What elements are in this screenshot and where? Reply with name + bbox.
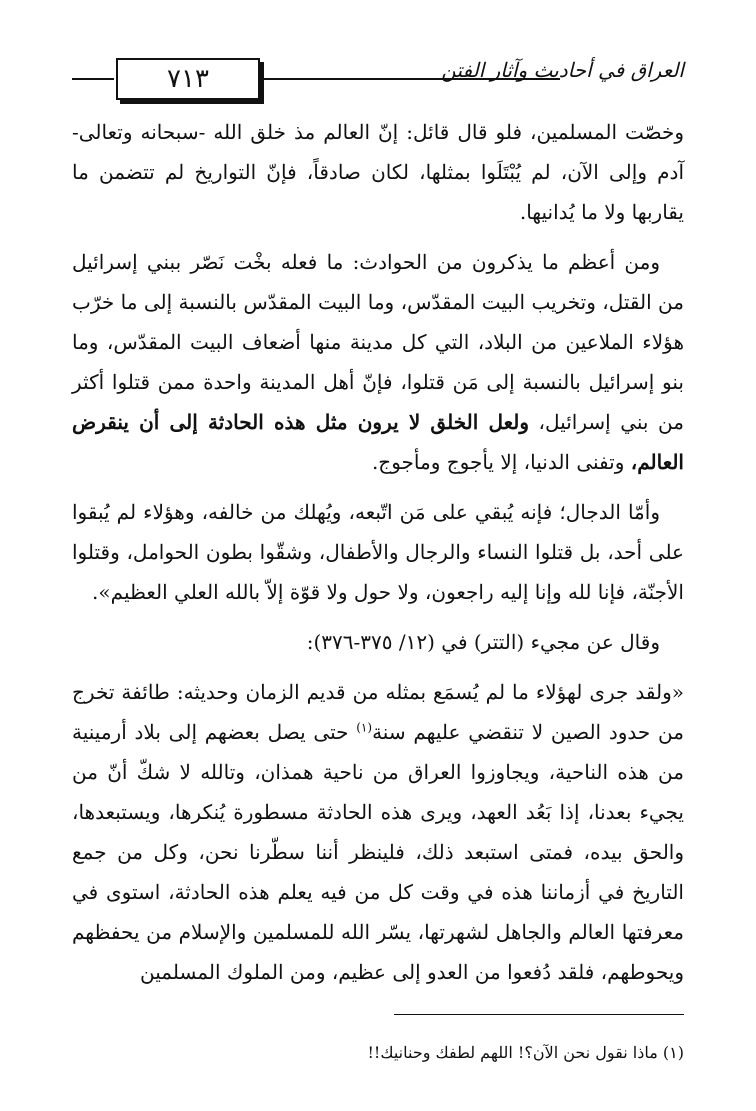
paragraph-3: وأمّا الدجال؛ فإنه يُبقي على مَن اتّبعه، ويُهلك من خالفه، وهؤلاء لم يُبقوا على أحد، بل قتلوا النساء والرجال والأطفال، وشقّوا بطون الحوامل، وقتلوا الأجنّة، فإنا لله وإنا إليه راجعون، ولا حول ولا قوّة إلاّ بالله العلي العظيم». xyxy=(72,500,684,604)
main-text xyxy=(72,112,684,1002)
page-number: ٧١٣ xyxy=(167,64,209,94)
page-header xyxy=(72,56,684,102)
paragraph-2-bold: ولعل الخلق لا يرون مثل هذه الحادثة إلى أن ينقرض العالم، xyxy=(72,410,684,474)
running-title: العراق في أحاديث وآثار الفتن xyxy=(441,58,684,82)
paragraph-1: وخصّت المسلمين، فلو قال قائل: إنّ العالم مذ خلق الله -سبحانه وتعالى- آدم وإلى الآن، لم يُبْتَلَوا بمثلها، لكان صادقاً، فإنّ التواريخ لم تتضمن ما يقاربها ولا ما يُدانيها. xyxy=(72,120,684,224)
paragraph-2-tail: وتفنى الدنيا، إلا يأجوج ومأجوج. xyxy=(371,450,631,474)
footnote-ref[interactable]: (١) xyxy=(356,720,373,735)
paragraph-5-tail: حتى يصل بعضهم إلى بلاد أرمينية من هذه الناحية، ويجاوزوا العراق من ناحية همذان، وتالله لا شكّ أنّ من يجيء بعدنا، إذا بَعُد العهد، ويرى هذه الحادثة مسطورة يُنكرها، ويستبعدها، والحق بيده، فمتى استبعد ذلك، فلينظر أننا سطّرنا نحن، وكل من جمع التاريخ في أزماننا هذه في وقت كل من فيه يعلم هذه الحادثة، استوى في معرفتها العالم والجاهل لشهرتها، يسّر الله للمسلمين والإسلام من يحفظهم ويحوطهم، فلقد دُفعوا من العدو إلى عظيم، ومن الملوك المسلمين xyxy=(72,720,684,984)
paragraph-2-text: ومن أعظم ما يذكرون من الحوادث: ما فعله بخْت نَصّر ببني إسرائيل من القتل، وتخريب البيت المقدّس، وما البيت المقدّس بالنسبة إلى ما خرّب هؤلاء الملاعين من البلاد، التي كل مدينة منها أضعاف البيت المقدّس، وما بنو إسرائيل بالنسبة إلى مَن قتلوا، فإنّ أهل المدينة واحدة ممن قتلوا أكثر من بني إسرائيل، xyxy=(72,250,684,434)
page-number-box xyxy=(116,58,260,100)
paragraph-5-text: «ولقد جرى لهؤلاء ما لم يُسمَع بمثله من قديم الزمان وحديثه: طائفة تخرج من حدود الصين لا تنقضي عليهم سنة xyxy=(72,680,684,744)
footnote: (١) ماذا نقول نحن الآن؟! اللهم لطفك وحنانيك!! xyxy=(367,1043,684,1062)
header-rule-left xyxy=(72,78,114,80)
paragraph-2 xyxy=(72,242,684,482)
paragraph-5 xyxy=(72,672,684,992)
footnote-separator xyxy=(394,1014,684,1015)
paragraph-4: وقال عن مجيء (التتر) في (١٢/ ٣٧٥-٣٧٦): xyxy=(306,630,660,654)
